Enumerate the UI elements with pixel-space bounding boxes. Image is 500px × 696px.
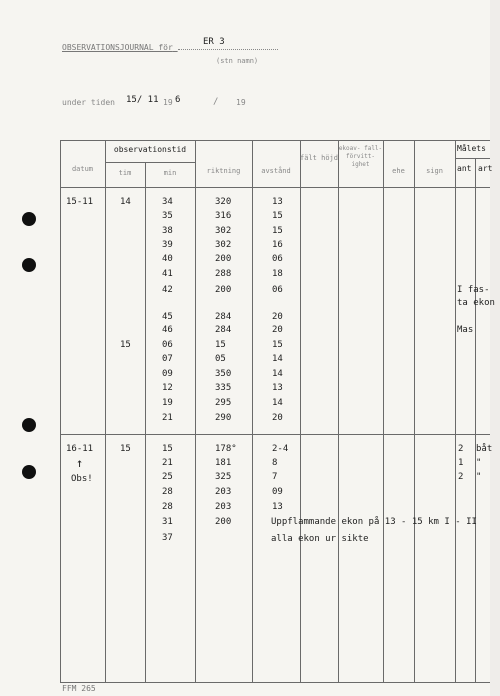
table-header-border — [60, 187, 490, 188]
cell-riktning: 284 — [215, 325, 232, 335]
cell-min: 06 — [162, 340, 173, 350]
cell-min: 38 — [162, 226, 173, 236]
col-border — [475, 158, 476, 683]
cell-avstand: 2-4 — [272, 444, 289, 454]
cell-ant: 2 — [458, 472, 464, 482]
cell-min: 35 — [162, 211, 173, 221]
cell-avstand: 13 — [272, 197, 283, 207]
group1-date: 15-11 — [66, 197, 94, 207]
col-border — [105, 140, 106, 683]
cell-avstand: 13 — [272, 383, 283, 393]
cell-min: 21 — [162, 413, 173, 423]
period-to-year: 19 — [236, 98, 246, 107]
cell-min: 07 — [162, 354, 173, 364]
col-border — [300, 140, 301, 683]
cell-riktning: 203 — [215, 487, 232, 497]
journal-title: OBSERVATIONSJOURNAL för — [62, 43, 278, 52]
col-border — [252, 140, 253, 683]
cell-min: 19 — [162, 398, 173, 408]
cell-riktning: 335 — [215, 383, 232, 393]
malets-divider — [455, 158, 490, 159]
cell-min: 41 — [162, 269, 173, 279]
cell-riktning: 05 — [215, 354, 226, 364]
cell-riktning: 350 — [215, 369, 232, 379]
header-tim: tim — [118, 169, 132, 177]
header-malets: Målets — [457, 144, 486, 153]
cell-min: 15 — [162, 444, 173, 454]
cell-riktning: 302 — [215, 240, 232, 250]
cell-riktning: 181 — [215, 458, 232, 468]
cell-avstand: 06 — [272, 285, 283, 295]
cell-avstand: 15 — [272, 211, 283, 221]
header-min: min — [163, 169, 177, 177]
cell-art: båt — [476, 444, 493, 454]
cell-malets: ta ekon — [457, 298, 495, 308]
cell-riktning: 284 — [215, 312, 232, 322]
punch-hole — [22, 465, 36, 479]
cell-avstand: 20 — [272, 413, 283, 423]
period-separator: / — [213, 97, 219, 107]
cell-avstand: 16 — [272, 240, 283, 250]
cell-riktning: 200 — [215, 285, 232, 295]
period-from-year: 19 — [163, 98, 173, 107]
up-arrow-icon: ↑ — [76, 456, 84, 470]
cell-tim: 15 — [120, 444, 131, 454]
cell-min: 31 — [162, 517, 173, 527]
punch-hole — [22, 258, 36, 272]
table-top-border — [60, 140, 490, 141]
cell-avstand: 14 — [272, 369, 283, 379]
cell-avstand: 8 — [272, 458, 278, 468]
obs-note: Obs! — [71, 474, 93, 484]
cell-riktning: 200 — [215, 517, 232, 527]
cell-riktning: 200 — [215, 254, 232, 264]
cell-riktning: 178° — [215, 444, 237, 454]
group2-date: 16-11 — [66, 444, 94, 454]
table-group-divider — [60, 434, 490, 435]
cell-min: 34 — [162, 197, 173, 207]
cell-riktning: 302 — [215, 226, 232, 236]
col-border — [455, 140, 456, 683]
period-label: under tiden — [62, 98, 115, 107]
cell-avstand: 7 — [272, 472, 278, 482]
obs-time-divider — [105, 162, 195, 163]
cell-avstand: 18 — [272, 269, 283, 279]
col-border — [383, 140, 384, 683]
cell-avstand: 13 — [272, 502, 283, 512]
header-ant: ant — [457, 164, 472, 173]
cell-min: 39 — [162, 240, 173, 250]
col-border — [414, 140, 415, 683]
station-name: ER 3 — [203, 37, 225, 47]
cell-ant: 2 — [458, 444, 464, 454]
cell-avstand: 09 — [272, 487, 283, 497]
col-border — [145, 162, 146, 683]
cell-avstand: 20 — [272, 325, 283, 335]
header-riktning: riktning — [206, 167, 241, 175]
cell-min: 46 — [162, 325, 173, 335]
cell-avstand: 15 — [272, 226, 283, 236]
cell-riktning: 325 — [215, 472, 232, 482]
cell-min: 09 — [162, 369, 173, 379]
cell-min: 40 — [162, 254, 173, 264]
header-datum: datum — [71, 165, 94, 173]
col-border — [195, 140, 196, 683]
cell-avstand: 20 — [272, 312, 283, 322]
period-from-year-typed: 6 — [175, 95, 181, 105]
cell-art: " — [476, 472, 482, 482]
remark-line-2: alla ekon ur sikte — [271, 534, 369, 544]
cell-ant: 1 — [458, 458, 464, 468]
header-sign: sign — [426, 167, 443, 175]
punch-hole — [22, 212, 36, 226]
header-art: art — [478, 164, 493, 173]
cell-riktning: 295 — [215, 398, 232, 408]
header-observationstid: observationstid — [113, 145, 187, 154]
cell-avstand: 14 — [272, 398, 283, 408]
cell-avstand: 15 — [272, 340, 283, 350]
col-border — [60, 140, 61, 683]
cell-min: 37 — [162, 533, 173, 543]
cell-riktning: 316 — [215, 211, 232, 221]
cell-malets: I fas- — [457, 285, 490, 295]
col-border — [338, 140, 339, 683]
cell-riktning: 203 — [215, 502, 232, 512]
remark-line-1: Uppflammande ekon på 13 - 15 km I - II — [271, 517, 477, 527]
cell-tim: 15 — [120, 340, 131, 350]
header-falthojd: fält höjd — [300, 154, 338, 162]
table-bottom-border — [60, 682, 490, 683]
period-from: 15/ 11 — [126, 95, 159, 105]
cell-min: 21 — [162, 458, 173, 468]
cell-min: 45 — [162, 312, 173, 322]
cell-riktning: 288 — [215, 269, 232, 279]
station-hint: (stn namn) — [216, 57, 259, 65]
cell-min: 12 — [162, 383, 173, 393]
cell-min: 25 — [162, 472, 173, 482]
header-avstand: avstånd — [261, 167, 291, 175]
cell-min: 28 — [162, 502, 173, 512]
cell-min: 42 — [162, 285, 173, 295]
form-number: FFM 265 — [62, 684, 96, 693]
cell-riktning: 320 — [215, 197, 232, 207]
cell-malets: Mas — [457, 325, 474, 335]
cell-avstand: 06 — [272, 254, 283, 264]
cell-tim: 14 — [120, 197, 131, 207]
header-ehe: ehe — [392, 167, 405, 175]
punch-hole — [22, 418, 36, 432]
cell-avstand: 14 — [272, 354, 283, 364]
cell-min: 28 — [162, 487, 173, 497]
cell-art: " — [476, 458, 482, 468]
cell-riktning: 15 — [215, 340, 226, 350]
header-ekoavfall: ekoav- fall- förvitt- ighet — [338, 145, 383, 168]
cell-riktning: 290 — [215, 413, 232, 423]
